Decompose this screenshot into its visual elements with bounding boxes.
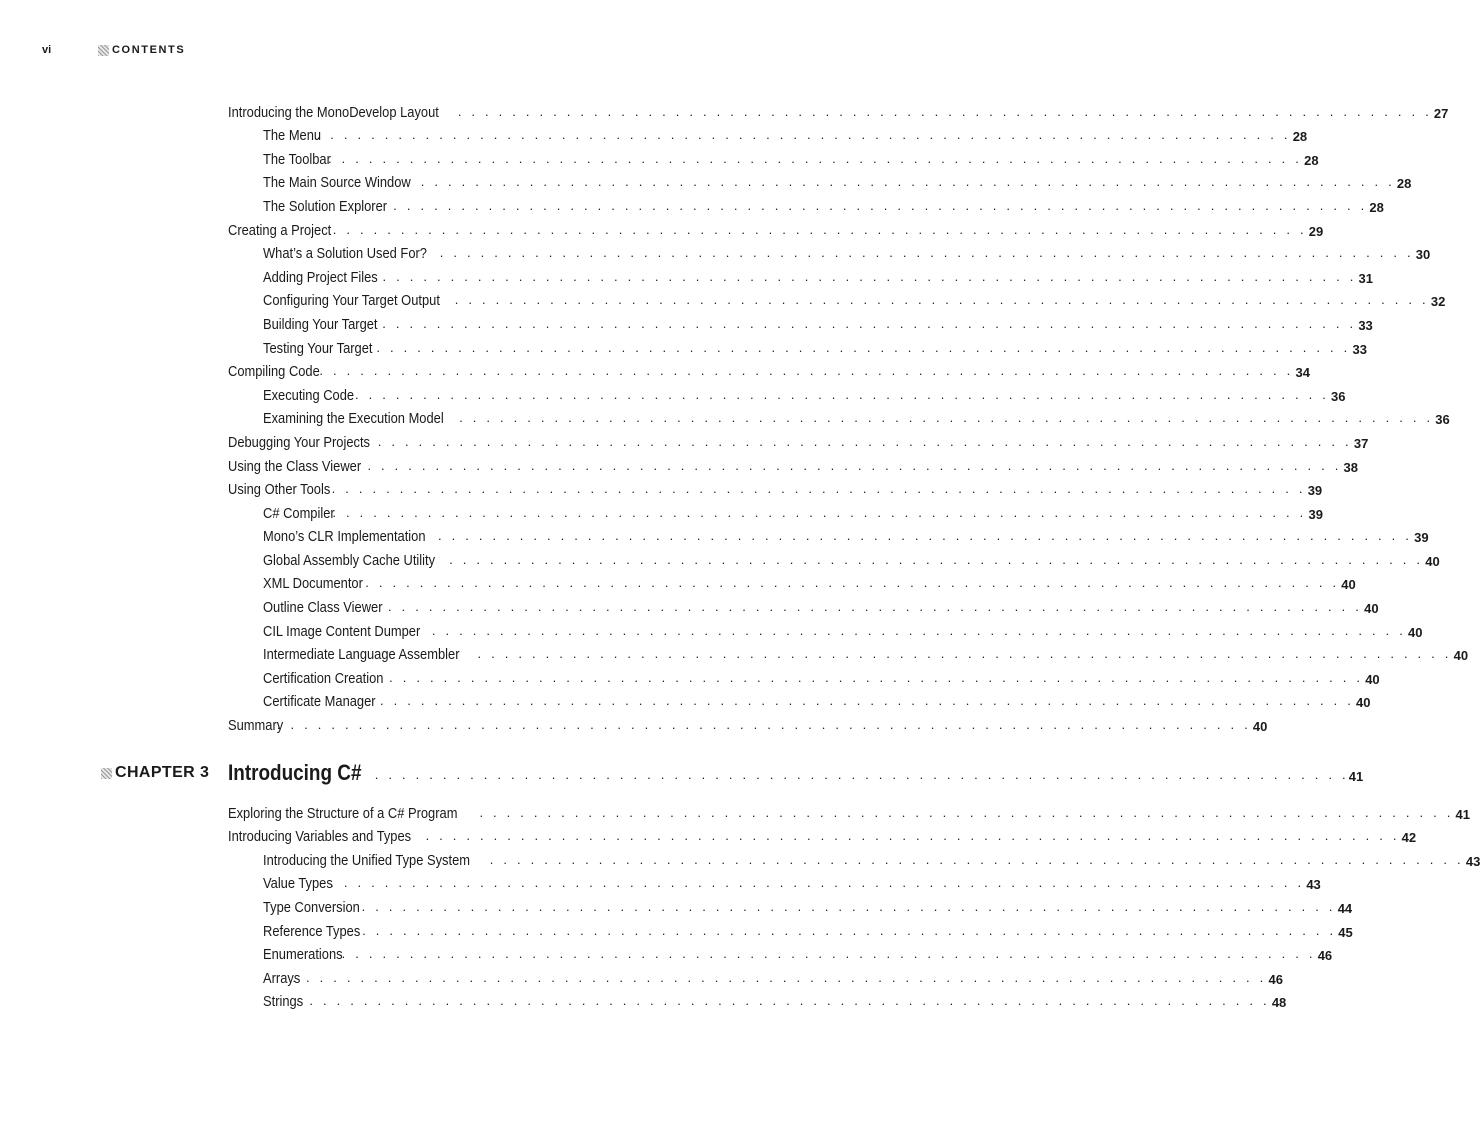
toc-entry[interactable] xyxy=(228,892,1353,916)
dot-leader: . . . . . . . . . . . . . . . . . . . . . . . . . . . . . . . . . . . . . . . . . . . . . . . . . . . . . . . . . . . . . . . . . . . . . . . . xyxy=(457,103,1432,119)
dot-leader: . . . . . . . . . . . . . . . . . . . . . . . . . . . . . . . . . . . . . . . . . . . . . . . . . . . . . . . . . . . . . . . . . . . . . . . . xyxy=(331,481,1306,497)
toc-entry-page: 46 xyxy=(1268,971,1283,987)
dot-leader: . . . . . . . . . . . . . . . . . . . . . . . . . . . . . . . . . . . . . . . . . . . . . . . . . . . . . . . . . . . . . . . . . . . . . . . . xyxy=(393,197,1368,213)
dot-leader: . . . . . . . . . . . . . . . . . . . . . . . . . . . . . . . . . . . . . . . . . . . . . . . . . . . . . . . . . . . . . . . . . . . . . . . . xyxy=(438,528,1413,544)
toc-entry-title: CIL Image Content Dumper xyxy=(263,622,421,640)
toc-entry-page: 39 xyxy=(1414,530,1429,546)
dot-leader: . . . . . . . . . . . . . . . . . . . . . . . . . . . . . . . . . . . . . . . . . . . . . . . . . . . . . . . . . . . . . . . . . . . . . . . . xyxy=(354,386,1330,402)
toc-entry-title: Testing Your Target xyxy=(263,339,373,357)
dot-leader: . . . . . . . . . . . . . . . . . . . . . . . . . . . . . . . . . . . . . . . . . . . . . . . . . . . . . . . . . . . . . . . . . . . . . . . . xyxy=(477,646,1452,662)
toc-entry[interactable] xyxy=(228,869,1321,893)
toc-entry-page: 45 xyxy=(1338,924,1353,940)
toc-entry[interactable] xyxy=(228,798,1470,822)
toc-entry[interactable] xyxy=(228,144,1319,168)
toc-entry[interactable] xyxy=(228,309,1373,333)
toc-entry-title: Exploring the Structure of a C# Program xyxy=(228,804,458,822)
toc-entry[interactable] xyxy=(228,687,1371,711)
dot-leader: . . . . . . . . . . . . . . . . . . . . . . . . . . . . . . . . . . . . . . . . . . . . . . . . . . . . . . . . . . . . . . . . . . . . . . . . xyxy=(459,410,1434,426)
toc-group-2 xyxy=(228,798,1480,1011)
toc-entry-title: Certification Creation xyxy=(263,669,384,687)
toc-entry[interactable] xyxy=(228,663,1380,687)
toc-entry[interactable] xyxy=(228,427,1369,451)
running-head-label: CONTENTS xyxy=(112,44,186,56)
toc-entry-page: 29 xyxy=(1308,223,1324,239)
dot-leader: . . . . . . . . . . . . . . . . . . . . . . . . . . . . . . . . . . . . . . . . . . . . . . . . . . . . . . . . . . . . . . . . . . . . . . . . xyxy=(382,268,1357,284)
dot-leader: . . . . . . . . . . . . . . . . . . . . . . . . . . . . . . . . . . . . . . . . . . . . . . . . . . . . . . . . . . . . . . . . . . . . . . . . xyxy=(295,993,1270,1009)
toc-entry-title: Mono’s CLR Implementation xyxy=(263,528,426,546)
dot-leader: . . . . . . . . . . . . . . . . . . . . . . . . . . . . . . . . . . . . . . . . . . . . . . . . . . . . . . . . . . . . . . . . . . . . . . . . xyxy=(362,922,1337,938)
table-of-contents xyxy=(115,97,1480,1011)
toc-entry-title: Value Types xyxy=(263,875,333,893)
toc-entry-title: Certificate Manager xyxy=(263,693,376,711)
toc-entry[interactable] xyxy=(228,168,1412,192)
chapter-number: CHAPTER 3 xyxy=(115,764,210,782)
toc-entry-title: Building Your Target xyxy=(263,315,378,333)
chapter-title: Introducing C# xyxy=(228,760,362,786)
dot-leader: . . . . . . . . . . . . . . . . . . . . . . . . . . . . . . . . . . . . . . . . . . . . . . . . . . . . . . . . . . . . . . . . . . . . . . . . xyxy=(425,828,1400,844)
toc-entry-title: The Main Source Window xyxy=(263,174,411,192)
dot-leader: . . . . . . . . . . . . . . . . . . . . . . . . . . . . . . . . . . . . . . . . . . . . . . . . . . . . . . . . . . . . . . . . . . . . . . . . xyxy=(489,851,1464,867)
toc-entry[interactable] xyxy=(228,97,1449,121)
toc-entry-page: 33 xyxy=(1358,317,1373,333)
toc-entry-page: 34 xyxy=(1295,365,1310,381)
toc-entry-title: Summary xyxy=(228,717,284,735)
toc-entry-title: Reference Types xyxy=(263,922,361,940)
dot-leader: . . . . . . . . . . . . . . . . . . . . . . . . . . . . . . . . . . . . . . . . . . . . . . . . . . . . . . . . . . . . . . . . . . . . . . . . xyxy=(328,150,1303,166)
chapter-heading[interactable] xyxy=(115,750,1364,786)
toc-entry-page: 32 xyxy=(1430,294,1446,310)
dot-leader: . . . . . . . . . . . . . . . . . . . . . . . . . . . . . . . . . . . . . . . . . . . . . . . . . . . . . . . . . . . . . . . . . . . . . . . . xyxy=(377,433,1352,449)
dot-leader: . . . . . . . . . . . . . . . . . . . . . . . . . . . . . . . . . . . . . . . . . . . . . . . . . . . . . . . . . . . . . . . . . . . . . . . . xyxy=(365,575,1340,591)
toc-entry[interactable] xyxy=(228,121,1308,145)
toc-entry-page: 39 xyxy=(1307,483,1323,499)
dot-leader: . . . . . . . . . . . . . . . . . . . . . . . . . . . . . . . . . . . . . . . . . . . . . . . . . . . . . . . . . . . . . . . . . . . . . . . . xyxy=(376,339,1351,355)
toc-entry-page: 48 xyxy=(1271,995,1287,1011)
toc-entry-page: 28 xyxy=(1396,176,1412,192)
toc-entry-title: What’s a Solution Used For? xyxy=(263,245,427,263)
toc-entry-page: 36 xyxy=(1331,388,1346,404)
toc-entry[interactable] xyxy=(228,545,1440,569)
toc-entry-page: 44 xyxy=(1337,901,1353,916)
dot-leader: . . . . . . . . . . . . . . . . . . . . . . . . . . . . . . . . . . . . . . . . . . . . . . . . . . . . . . . . . . . . . . . . . . . . . . . . xyxy=(374,767,1349,783)
toc-entry-title: Adding Project Files xyxy=(263,268,378,286)
dot-leader: . . . . . . . . . . . . . . . . . . . . . . . . . . . . . . . . . . . . . . . . . . . . . . . . . . . . . . . . . . . . . . . . . . . . . . . . xyxy=(439,245,1414,261)
dot-leader: . . . . . . . . . . . . . . . . . . . . . . . . . . . . . . . . . . . . . . . . . . . . . . . . . . . . . . . . . . . . . . . . . . . . . . . . xyxy=(341,946,1316,962)
toc-entry[interactable] xyxy=(228,286,1446,310)
dot-leader: . . . . . . . . . . . . . . . . . . . . . . . . . . . . . . . . . . . . . . . . . . . . . . . . . . . . . . . . . . . . . . . . . . . . . . . . xyxy=(388,599,1363,615)
toc-entry-page: 41 xyxy=(1455,806,1470,822)
chapter-label xyxy=(101,764,209,782)
dot-leader: . . . . . . . . . . . . . . . . . . . . . . . . . . . . . . . . . . . . . . . . . . . . . . . . . . . . . . . . . . . . . . . . . . . . . . . . xyxy=(420,174,1395,190)
toc-entry[interactable] xyxy=(228,710,1268,735)
toc-entry[interactable] xyxy=(228,498,1323,522)
hatch-ornament-icon xyxy=(101,768,112,779)
dot-leader: . . . . . . . . . . . . . . . . . . . . . . . . . . . . . . . . . . . . . . . . . . . . . . . . . . . . . . . . . . . . . . . . . . . . . . . . xyxy=(276,717,1251,733)
toc-entry-page: 28 xyxy=(1292,129,1308,145)
toc-entry[interactable] xyxy=(228,987,1287,1011)
toc-entry-page: 31 xyxy=(1358,270,1374,286)
toc-entry-title: Outline Class Viewer xyxy=(263,599,383,617)
toc-entry-page: 36 xyxy=(1435,412,1450,428)
toc-entry-title: Examining the Execution Model xyxy=(263,410,444,428)
toc-entry[interactable] xyxy=(228,357,1310,381)
toc-entry-title: Arrays xyxy=(263,969,301,987)
toc-entry-title: Debugging Your Projects xyxy=(228,433,371,451)
toc-entry-title: Using the Class Viewer xyxy=(228,457,362,475)
toc-entry-page: 28 xyxy=(1369,199,1384,215)
dot-leader: . . . . . . . . . . . . . . . . . . . . . . . . . . . . . . . . . . . . . . . . . . . . . . . . . . . . . . . . . . . . . . . . . . . . . . . . xyxy=(332,221,1307,237)
dot-leader: . . . . . . . . . . . . . . . . . . . . . . . . . . . . . . . . . . . . . . . . . . . . . . . . . . . . . . . . . . . . . . . . . . . . . . . . xyxy=(292,969,1267,985)
toc-entry-title: Enumerations xyxy=(263,946,343,964)
toc-entry[interactable] xyxy=(228,191,1384,215)
toc-entry[interactable] xyxy=(228,616,1423,640)
dot-leader: . . . . . . . . . . . . . . . . . . . . . . . . . . . . . . . . . . . . . . . . . . . . . . . . . . . . . . . . . . . . . . . . . . . . . . . . xyxy=(449,551,1424,567)
toc-entry[interactable] xyxy=(228,592,1379,617)
toc-entry-title: The Toolbar xyxy=(263,150,331,168)
toc-entry-title: Compiling Code xyxy=(228,363,320,381)
toc-entry-page: 40 xyxy=(1365,671,1380,687)
toc-entry-page: 40 xyxy=(1356,695,1371,711)
toc-entry-page: 38 xyxy=(1343,459,1358,475)
toc-entry[interactable] xyxy=(228,963,1283,987)
toc-entry-title: Introducing the MonoDevelop Layout xyxy=(228,103,439,121)
dot-leader: . . . . . . . . . . . . . . . . . . . . . . . . . . . . . . . . . . . . . . . . . . . . . . . . . . . . . . . . . . . . . . . . . . . . . . . . xyxy=(367,457,1342,473)
toc-entry-title: Intermediate Language Assembler xyxy=(263,646,460,664)
toc-entry[interactable] xyxy=(228,262,1374,286)
toc-entry[interactable] xyxy=(228,475,1323,499)
dot-leader: . . . . . . . . . . . . . . . . . . . . . . . . . . . . . . . . . . . . . . . . . . . . . . . . . . . . . . . . . . . . . . . . . . . . . . . . xyxy=(361,899,1336,914)
toc-entry-page: 43 xyxy=(1306,877,1321,893)
toc-group-1 xyxy=(228,97,1469,735)
dot-leader: . . . . . . . . . . . . . . . . . . . . . . . . . . . . . . . . . . . . . . . . . . . . . . . . . . . . . . . . . . . . . . . . . . . . . . . . xyxy=(379,693,1355,709)
dot-leader: . . . . . . . . . . . . . . . . . . . . . . . . . . . . . . . . . . . . . . . . . . . . . . . . . . . . . . . . . . . . . . . . . . . . . . . . xyxy=(332,504,1307,520)
toc-entry-page: 33 xyxy=(1352,341,1367,357)
toc-entry-page: 28 xyxy=(1304,152,1319,168)
toc-entry[interactable] xyxy=(228,916,1353,940)
page-number: vi xyxy=(42,44,52,56)
dot-leader: . . . . . . . . . . . . . . . . . . . . . . . . . . . . . . . . . . . . . . . . . . . . . . . . . . . . . . . . . . . . . . . . . . . . . . . . xyxy=(389,669,1364,685)
toc-entry[interactable] xyxy=(228,640,1469,664)
toc-entry[interactable] xyxy=(228,940,1333,964)
running-head xyxy=(42,42,185,58)
toc-entry-title: Introducing Variables and Types xyxy=(228,828,412,846)
toc-entry-title: Creating a Project xyxy=(228,221,332,239)
toc-entry[interactable] xyxy=(228,822,1417,846)
toc-entry-title: C# Compiler xyxy=(263,504,335,522)
toc-entry[interactable] xyxy=(228,522,1429,546)
toc-entry[interactable] xyxy=(228,215,1324,239)
toc-entry-page: 40 xyxy=(1425,553,1440,569)
toc-entry[interactable] xyxy=(228,569,1356,593)
dot-leader: . . . . . . . . . . . . . . . . . . . . . . . . . . . . . . . . . . . . . . . . . . . . . . . . . . . . . . . . . . . . . . . . . . . . . . . . xyxy=(382,315,1357,331)
toc-entry[interactable] xyxy=(228,404,1450,428)
toc-entry-title: Type Conversion xyxy=(263,899,360,916)
toc-entry-title: The Solution Explorer xyxy=(263,197,388,215)
chapter-page-number: 41 xyxy=(1348,769,1364,785)
toc-entry-title: Executing Code xyxy=(263,386,355,404)
toc-entry-title: Introducing the Unified Type System xyxy=(263,851,471,869)
toc-entry-page: 37 xyxy=(1353,435,1369,451)
toc-entry[interactable] xyxy=(228,845,1480,869)
toc-entry-page: 40 xyxy=(1364,601,1379,617)
toc-entry-title: Configuring Your Target Output xyxy=(263,292,440,310)
dot-leader: . . . . . . . . . . . . . . . . . . . . . . . . . . . . . . . . . . . . . . . . . . . . . . . . . . . . . . . . . . . . . . . . . . . . . . . . xyxy=(431,622,1407,638)
toc-entry[interactable] xyxy=(228,239,1431,263)
toc-entry[interactable] xyxy=(228,451,1358,475)
toc-entry-page: 40 xyxy=(1408,624,1423,640)
toc-entry-page: 40 xyxy=(1341,577,1356,593)
toc-entry-title: The Menu xyxy=(263,127,322,145)
toc-entry-page: 40 xyxy=(1453,648,1469,664)
toc-entry[interactable] xyxy=(228,333,1367,357)
hatch-ornament-icon xyxy=(98,45,109,56)
toc-entry-title: Using Other Tools xyxy=(228,481,331,499)
dot-leader: . . . . . . . . . . . . . . . . . . . . . . . . . . . . . . . . . . . . . . . . . . . . . . . . . . . . . . . . . . . . . . . . . . . . . . . . xyxy=(319,363,1294,379)
toc-entry-title: XML Documentor xyxy=(263,575,363,593)
dot-leader: . . . . . . . . . . . . . . . . . . . . . . . . . . . . . . . . . . . . . . . . . . . . . . . . . . . . . . . . . . . . . . . . . . . . . . . . xyxy=(454,292,1429,308)
dot-leader: . . . . . . . . . . . . . . . . . . . . . . . . . . . . . . . . . . . . . . . . . . . . . . . . . . . . . . . . . . . . . . . . . . . . . . . . xyxy=(330,875,1305,891)
toc-entry-page: 42 xyxy=(1401,830,1417,846)
toc-entry[interactable] xyxy=(228,380,1346,404)
toc-entry-page: 40 xyxy=(1252,719,1268,735)
toc-entry-page: 39 xyxy=(1308,506,1323,522)
toc-entry-title: Strings xyxy=(263,993,304,1011)
toc-entry-page: 43 xyxy=(1465,853,1480,869)
dot-leader: . . . . . . . . . . . . . . . . . . . . . . . . . . . . . . . . . . . . . . . . . . . . . . . . . . . . . . . . . . . . . . . . . . . . . . . . xyxy=(316,127,1291,143)
toc-entry-page: 46 xyxy=(1317,948,1333,964)
toc-entry-title: Global Assembly Cache Utility xyxy=(263,551,436,569)
toc-entry-page: 30 xyxy=(1415,247,1431,263)
toc-entry-page: 27 xyxy=(1433,105,1449,121)
dot-leader: . . . . . . . . . . . . . . . . . . . . . . . . . . . . . . . . . . . . . . . . . . . . . . . . . . . . . . . . . . . . . . . . . . . . . . . . xyxy=(479,804,1454,820)
